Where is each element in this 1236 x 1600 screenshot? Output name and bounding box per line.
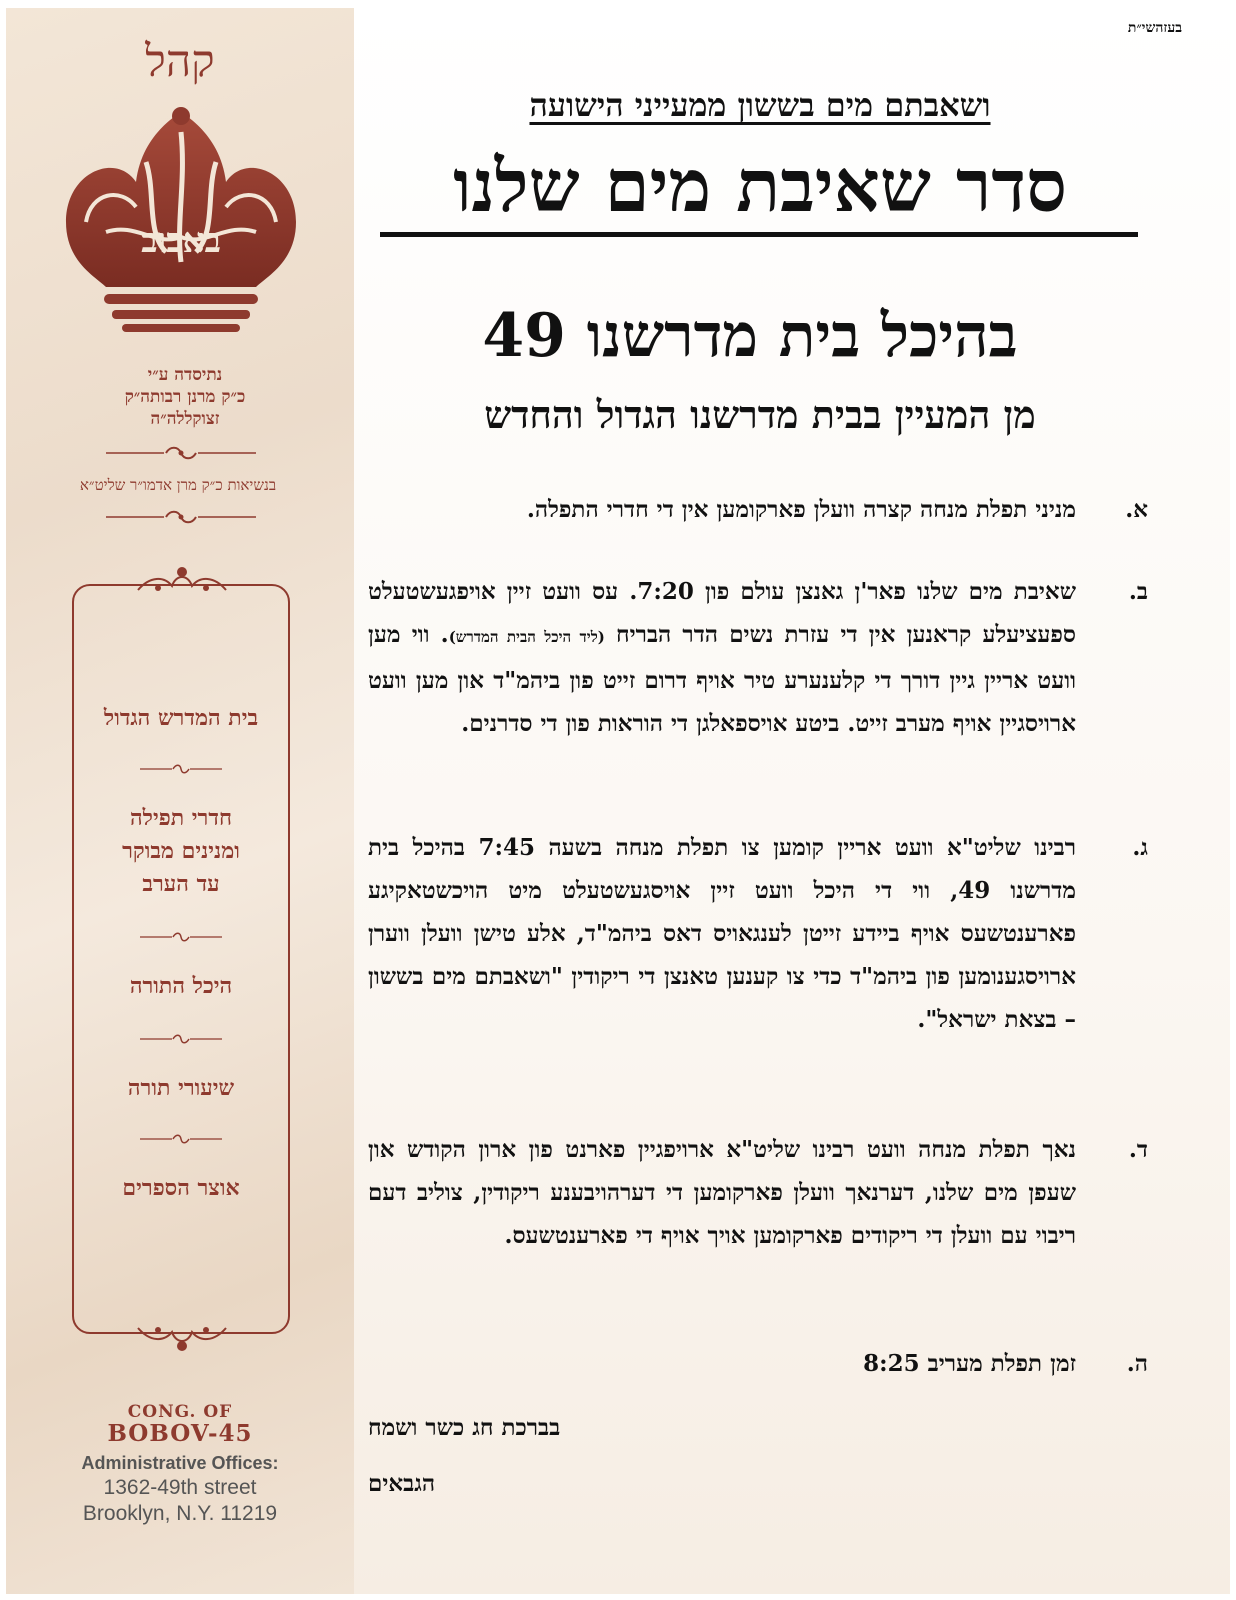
- item-text: רבינו שליט"א וועט אריין קומען צו תפלת מנחה בשעה 7:45 בהיכל בית מדרשנו 49, ווי די היכל וועט זיין אויסגעשטעלט מיט הויכשטאקיגע פארענטשעס אויף ביידע זייטן לענגאויס דאס ביהמ"ד, אלע טישן וועלן ווערן ארויסגענומען פון ביהמ"ד כדי צו קענען טאנצן די ריקודין "ושאבתם מים בששון – בצאת ישראל".: [368, 834, 1076, 1033]
- ornament-divider-icon: [106, 444, 256, 462]
- closing-signature: הגבאים: [368, 1470, 436, 1497]
- item-text: נאך תפלת מנחה וועט רבינו שליט"א ארויפגיין פארנט פון ארון הקודש און שעפן מים שלנו, דערנאך וועלן פארקומען די דערהויבענע ריקודין, צוליב דעם ריבוי עם וועלן די ריקודים פארקומען אויך אויף די פארענטשעס.: [368, 1136, 1076, 1249]
- item-text: זמן תפלת מעריב 8:25: [863, 1350, 1076, 1377]
- address-street: 1362-49th street: [103, 1476, 257, 1499]
- services-frame: [72, 584, 290, 1334]
- founder-line: כ״ק מרנן רבותה״ק: [124, 387, 246, 407]
- schedule-item-e: [368, 1342, 1148, 1385]
- cong-name: BOBOV-45: [107, 1420, 253, 1447]
- admin-offices-label: Administrative Offices:: [81, 1453, 279, 1473]
- frame-item-heichal-hatorah: היכל התורה: [129, 973, 233, 999]
- frame-top-flourish-icon: [134, 562, 230, 598]
- small-divider-icon: [140, 1134, 222, 1144]
- frame-item-beis-medrash: בית המדרש הגדול: [103, 705, 259, 731]
- small-divider-icon: [140, 1034, 222, 1044]
- small-divider-icon: [140, 932, 222, 942]
- item-text: מניני תפלת מנחה קצרה וועלן פארקומען אין די חדרי התפלה.: [526, 496, 1076, 523]
- crown-logo-icon: [46, 102, 316, 352]
- frame-bottom-flourish-icon: [134, 1320, 230, 1356]
- founder-line: זצוקללה״ה: [150, 409, 220, 429]
- item-letter: ד.: [1128, 1136, 1148, 1163]
- small-divider-icon: [140, 764, 222, 774]
- founder-block: [40, 364, 330, 430]
- venue-heading: בהיכל בית מדרשנו 49: [482, 301, 1018, 371]
- schedule-item-b: [368, 570, 1148, 745]
- frame-item-library: אוצר הספרים: [122, 1175, 240, 1201]
- item-note: (ליד היכל הבית המדרש): [448, 628, 605, 646]
- item-letter: ה.: [1126, 1350, 1148, 1377]
- frame-item-torah-classes: שיעורי תורה: [127, 1075, 235, 1101]
- address-city: Brooklyn, N.Y. 11219: [82, 1502, 278, 1525]
- ornament-divider-icon: [106, 508, 256, 526]
- top-mark: בעזהשי״ת: [1127, 20, 1182, 36]
- schedule-item-a: [368, 488, 1148, 531]
- source-subheading: מן המעיין בבית מדרשנו הגדול והחדש: [484, 392, 1036, 437]
- founder-line: נתיסדה ע״י: [147, 365, 223, 385]
- presidency-line: בנשיאות כ״ק מרן אדמו״ר שליט״א: [79, 476, 277, 494]
- page-title: סדר שאיבת מים שלנו: [453, 143, 1067, 228]
- closing-blessing: בברכת חג כשר ושמח: [368, 1414, 561, 1441]
- schedule-item-c: [368, 826, 1148, 1041]
- item-letter: ג.: [1132, 834, 1148, 861]
- verse-heading: ושאבתם מים בששון ממעייני הישועה: [529, 86, 991, 124]
- crown-monogram: באבוב: [141, 221, 221, 261]
- kehal-heading: קהל: [145, 36, 215, 87]
- cong-of-label: CONG. OF: [127, 1402, 233, 1422]
- item-letter: א.: [1125, 496, 1148, 523]
- item-text: שאיבת מים שלנו פאר'ן גאנצן עולם פון 7:20. עס וועט זיין אויפגעשטעלט ספעציעלע קראנען אין די עזרת נשים הדר הבריח (ליד היכל הבית המדרש). ווי מען וועט אריין גיין דורך די קלענערע טיר אויף דרום זייט פון ביהמ"ד און מען וועט ארויסגיין אויף מערב זייט. ביטע אויספאלגן די הוראות פון די סדרנים.: [368, 578, 1076, 737]
- frame-item-prayer-rooms: חדרי תפילה ומנינים מבוקר עד הערב: [122, 805, 240, 897]
- item-letter: ב.: [1128, 578, 1148, 605]
- title-underline: [380, 232, 1138, 237]
- congregation-block: [40, 1402, 320, 1526]
- schedule-item-d: [368, 1128, 1148, 1257]
